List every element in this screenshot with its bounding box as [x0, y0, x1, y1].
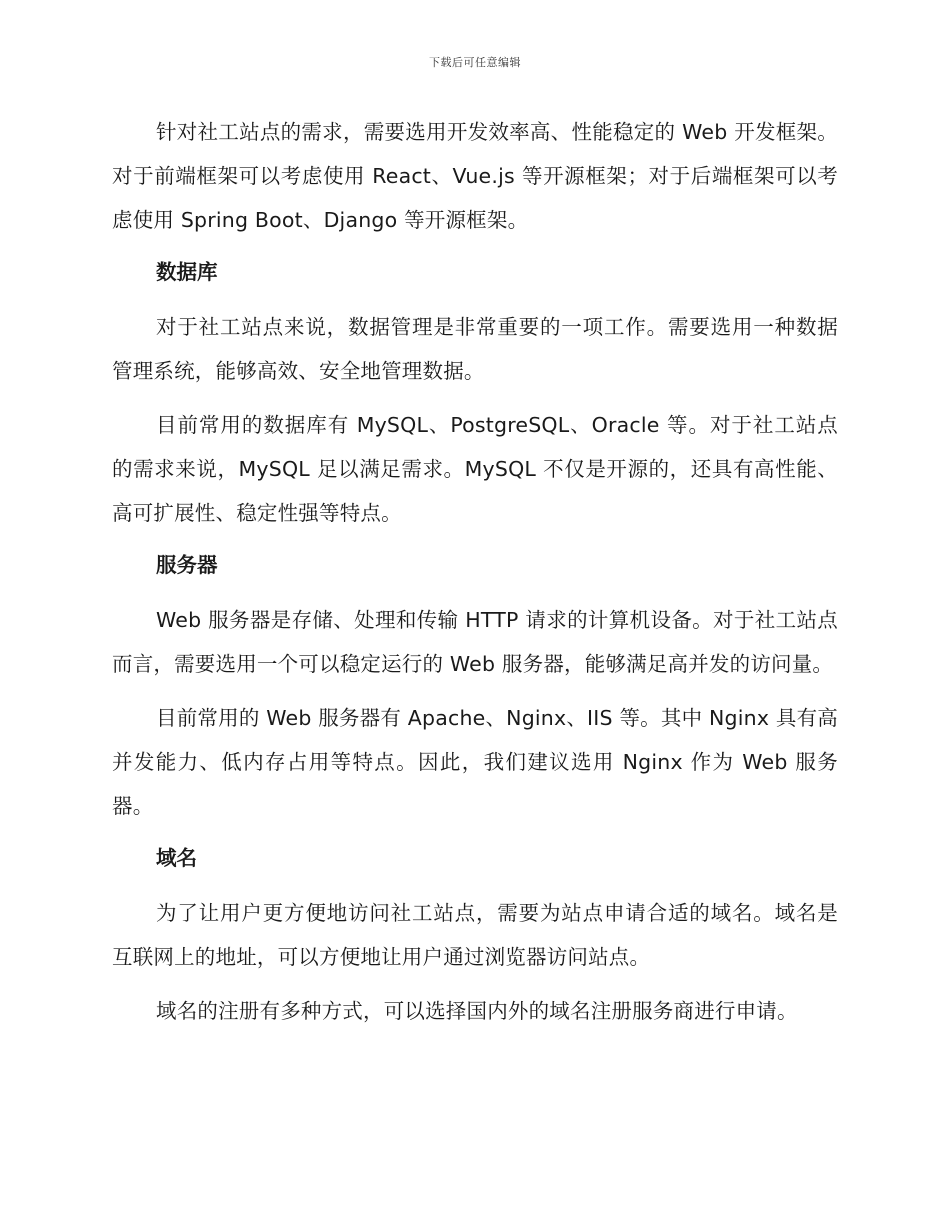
domain-paragraph-1: 为了让用户更方便地访问社工站点，需要为站点申请合适的域名。域名是互联网上的地址，可以方便地让用户通过浏览器访问站点。	[112, 901, 838, 969]
document-body	[112, 110, 838, 1043]
page-header: 下载后可任意编辑	[429, 56, 521, 69]
database-paragraph-2: 目前常用的数据库有 MySQL、PostgreSQL、Oracle 等。对于社工站点的需求来说，MySQL 足以满足需求。MySQL 不仅是开源的，还具有高性能、高可扩展性、稳定性强等特点。	[112, 413, 838, 525]
intro-paragraph: 针对社工站点的需求，需要选用开发效率高、性能稳定的 Web 开发框架。对于前端框架可以考虑使用 React、Vue.js 等开源框架；对于后端框架可以考虑使用 Spring Boot、Django 等开源框架。	[112, 120, 838, 232]
database-paragraph-1: 对于社工站点来说，数据管理是非常重要的一项工作。需要选用一种数据管理系统，能够高效、安全地管理数据。	[112, 315, 838, 383]
database-heading: 数据库	[156, 260, 218, 284]
domain-heading: 域名	[156, 846, 197, 870]
server-paragraph-2: 目前常用的 Web 服务器有 Apache、Nginx、IIS 等。其中 Nginx 具有高并发能力、低内存占用等特点。因此，我们建议选用 Nginx 作为 Web 服务器。	[112, 706, 838, 818]
server-paragraph-1: Web 服务器是存储、处理和传输 HTTP 请求的计算机设备。对于社工站点而言，需要选用一个可以稳定运行的 Web 服务器，能够满足高并发的访问量。	[112, 608, 838, 676]
server-heading: 服务器	[156, 553, 218, 577]
domain-paragraph-2: 域名的注册有多种方式，可以选择国内外的域名注册服务商进行申请。	[156, 999, 798, 1023]
